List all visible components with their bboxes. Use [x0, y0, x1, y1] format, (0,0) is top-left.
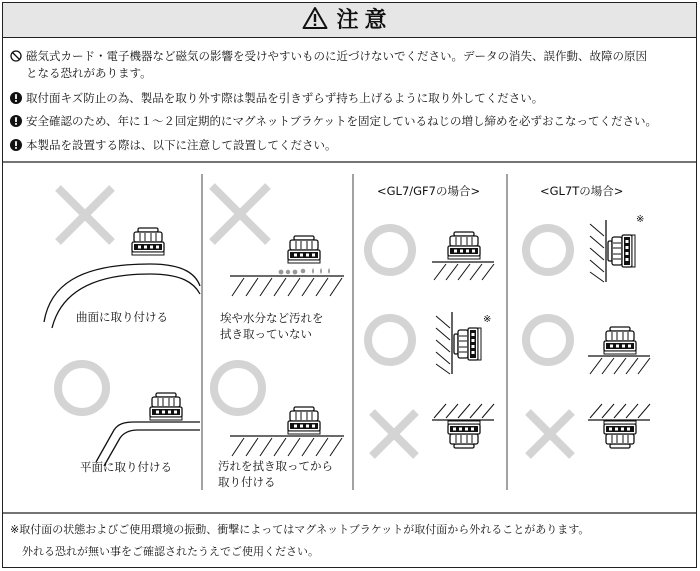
gl7-gf7-header: <GL7/GF7の場合> [377, 184, 481, 198]
asterisk-mark: ※ [483, 314, 492, 325]
note-text: 安全確認のため、年に１～２回定期的にマグネットブラケットを固定しているねじの増し締めを必ずおこなってください。 [26, 114, 657, 128]
footer-note-line1: ※取付面の状態およびご使用環境の振動、衝撃によってはマグネットブラケットが取付面から外れることがあります。 [10, 523, 590, 536]
product-bracket [604, 421, 636, 448]
mark-o [526, 228, 570, 272]
mark-o [368, 228, 412, 272]
caption-flat-surface: 平面に取り付ける [80, 460, 172, 474]
product-bracket [448, 232, 480, 259]
caption-curved-surface: 曲面に取り付ける [76, 310, 168, 324]
product-bracket [604, 327, 636, 354]
caption-wiped-line2: 取り付ける [218, 475, 276, 489]
page-title: 注意 [336, 7, 393, 33]
product-bracket [150, 393, 182, 420]
product-bracket [448, 421, 480, 448]
mark-o [368, 318, 412, 362]
product-bracket [454, 328, 481, 360]
footer-note-line2: 外れる恐れが無い事をご確認されたうえでご使用ください。 [22, 545, 319, 558]
product-bracket [608, 235, 635, 267]
note-text-line1: 磁気式カード・電子機器など磁気の影響を受けやすいものに近づけないでください。データの消失、誤作動、故障の原因 [26, 49, 647, 63]
mark-x [372, 412, 416, 456]
asterisk-mark: ※ [636, 214, 645, 225]
mark-x [528, 412, 572, 456]
mark-o [526, 318, 570, 362]
mark-o [214, 364, 262, 412]
mark-x [212, 186, 268, 242]
note-text: 本製品を設置する際は、以下に注意して設置してください。 [26, 138, 337, 152]
note-text-line2: となる恐れがあります。 [26, 66, 152, 80]
product-bracket [132, 228, 164, 255]
caption-dust-line2: 拭き取っていない [220, 327, 312, 341]
product-bracket [288, 407, 320, 434]
caption-dust-line1: 埃や水分など汚れを [220, 311, 324, 325]
note-text: 取付面キズ防止の為、製品を取り外す際は製品を引きずらず持ち上げるように取り外してください。 [26, 91, 544, 105]
gl7t-header: <GL7Tの場合> [540, 184, 624, 198]
mark-o [58, 364, 106, 412]
caption-wiped-line1: 汚れを拭き取ってから [218, 459, 333, 473]
product-bracket [288, 236, 320, 263]
mark-x [58, 188, 112, 242]
